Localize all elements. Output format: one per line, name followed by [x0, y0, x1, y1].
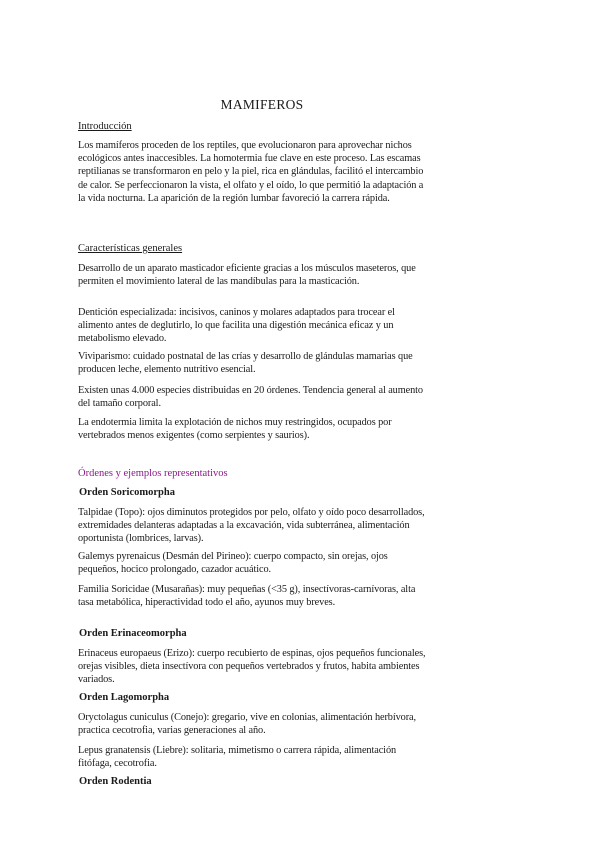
order-lagomorpha-heading: Orden Lagomorpha — [79, 692, 170, 703]
soricomorpha-paragraph-1: Talpidae (Topo): ojos diminutos protegidos por pelo, olfato y oído poco desarrollados, extremidades delanteras adaptadas a la excavación, vida subterránea, alimentación oportunista (lombrices, larvas). — [78, 507, 425, 545]
order-soricomorpha-heading: Orden Soricomorpha — [79, 487, 175, 498]
intro-heading: Introducción — [78, 121, 132, 132]
general-paragraph-5: La endotermia limita la explotación de nichos muy restringidos, ocupados por vertebrados menos exigentes (como serpientes y saurios). — [78, 417, 392, 442]
order-erinaceomorpha-heading: Orden Erinaceomorpha — [79, 628, 187, 639]
lagomorpha-paragraph-2: Lepus granatensis (Liebre): solitaria, mimetismo o carrera rápida, alimentación fitófaga, cecotrofia. — [78, 745, 397, 770]
lagomorpha-paragraph-1: Oryctolagus cuniculus (Conejo): gregario, vive en colonias, alimentación herbívora, practica cecotrofia, varias generaciones al año. — [78, 712, 416, 737]
intro-paragraph: Los mamíferos proceden de los reptiles, que evolucionaron para aprovechar nichos ecológicos antes inaccesibles. La homotermia fue clave en este proceso. Las escamas reptilianas se transformaron en pelo y la piel, rica en glándulas, facilitó el intercambio de calor. Se perfeccionaron la vista, el olfato y el oído, lo que permitió la adaptación a la vida nocturna. La aparición de la región lumbar favoreció la carrera rápida. — [78, 140, 424, 204]
erinaceomorpha-paragraph-1: Erinaceus europaeus (Erizo): cuerpo recubierto de espinas, ojos pequeños funcionales, orejas visibles, dieta insectívora con pequeños vertebrados y frutos, habita ambientes variados. — [78, 648, 426, 686]
general-paragraph-3: Viviparismo: cuidado postnatal de las crías y desarrollo de glándulas mamarias que producen leche, elemento nutritivo esencial. — [78, 351, 413, 376]
general-paragraph-1: Desarrollo de un aparato masticador eficiente gracias a los músculos maseteros, que permiten el movimiento lateral de las mandíbulas para la masticación. — [78, 263, 416, 288]
page-title: MAMIFEROS — [220, 97, 304, 112]
general-heading: Características generales — [78, 243, 183, 254]
soricomorpha-paragraph-3: Familia Soricidae (Musarañas): muy pequeñas (<35 g), insectívoras-carnívoras, alta tasa metabólica, hiperactividad todo el año, ayunos muy breves. — [78, 584, 416, 609]
order-rodentia-heading: Orden Rodentia — [79, 776, 152, 787]
general-paragraph-2: Dentición especializada: incisivos, caninos y molares adaptados para trocear el alimento antes de deglutirlo, lo que facilita una digestión mecánica eficaz y un metabolismo elevado. — [78, 307, 395, 345]
orders-heading: Órdenes y ejemplos representativos — [78, 468, 228, 479]
soricomorpha-paragraph-2: Galemys pyrenaicus (Desmán del Pirineo): cuerpo compacto, sin orejas, ojos pequeños, hocico prolongado, cazador acuático. — [78, 551, 388, 576]
general-paragraph-4: Existen unas 4.000 especies distribuidas en 20 órdenes. Tendencia general al aumento del tamaño corporal. — [78, 385, 423, 410]
